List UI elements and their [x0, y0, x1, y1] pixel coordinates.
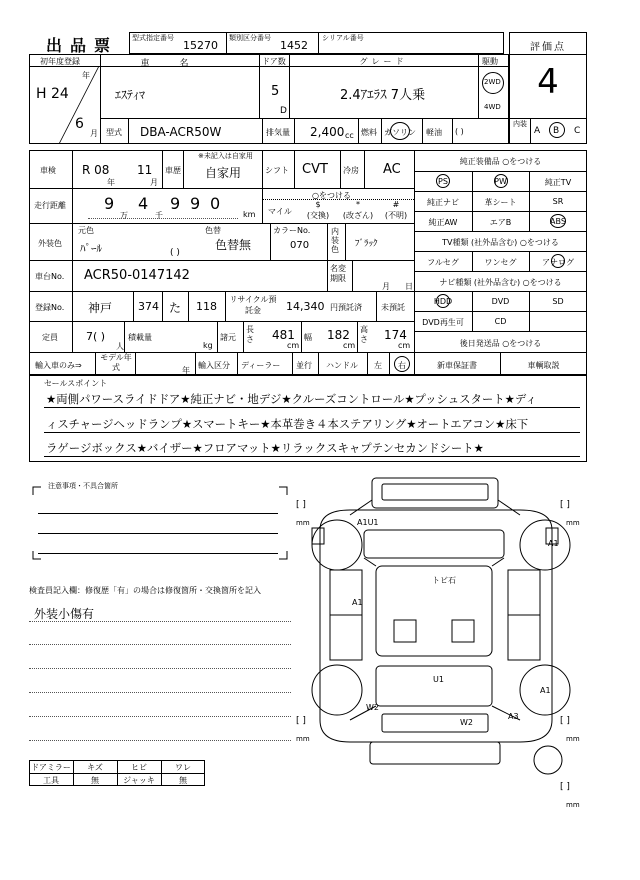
capacity-value: 7( ) — [86, 330, 106, 343]
import-label: 輸入車のみ⇒ — [35, 361, 82, 370]
shift-label: シフト — [265, 166, 289, 175]
tire-mm-fl: mm — [296, 519, 310, 527]
grade-value: 2.4ｱｴﾗｽ 7人乗 — [340, 88, 426, 103]
form-title: 出品票 — [46, 36, 119, 55]
vin-label: 車台No. — [35, 272, 65, 281]
load-kg: kg — [203, 341, 213, 350]
tv-fullseg: フルセグ — [427, 258, 459, 267]
inspection-year-unit: 年 — [107, 178, 115, 187]
door-type: D — [280, 106, 287, 116]
plate-label: 登録No. — [35, 303, 65, 312]
tampered-symbol: * — [356, 200, 360, 209]
recycle-not: 未預託 — [381, 303, 405, 312]
navi-label: ナビ種類 (社外品含む) ○をつける — [439, 278, 562, 287]
doors-label: ドア数 — [262, 57, 286, 66]
tire-mm-fr: mm — [566, 519, 580, 527]
grade-points-value: 4 — [537, 62, 559, 102]
name-change-day: 日 — [405, 282, 413, 291]
navi-hdd-circle — [436, 294, 450, 308]
recycle-value: 14,340 — [286, 300, 325, 313]
handle-right: 右 — [398, 361, 406, 370]
mileage-digit-1: 9 — [104, 194, 115, 213]
fuel-label: 燃料 — [361, 128, 377, 137]
tv-label: TV種類 (社外品含む) ○をつける — [442, 238, 559, 247]
orig-color-label: 元色 — [78, 226, 94, 235]
color-label: 外装色 — [38, 239, 62, 248]
mileage-sen: 千 — [155, 211, 163, 220]
equip-ps-circle — [436, 174, 450, 188]
height-value: 174 — [384, 328, 407, 342]
model-year-unit: 年 — [182, 366, 190, 375]
history-label: 車歴 — [165, 166, 181, 175]
navi-dvd: DVD — [491, 297, 510, 306]
height-cm: cm — [398, 341, 411, 350]
ac-value: AC — [383, 162, 401, 177]
plate-area: 神戸 — [88, 301, 113, 315]
tv-analog: アナログ — [542, 258, 574, 267]
equip-sr: SR — [552, 197, 564, 206]
displacement-label: 排気量 — [266, 128, 290, 137]
mileage-circle-note: ○をつける — [312, 191, 351, 200]
mark-a1-front-right: A1 — [548, 539, 559, 548]
category-no: 1452 — [280, 39, 308, 52]
sales-line-1: ★両側パワースライドドア★純正ナビ・地デジ★クルーズコントロール★プッシュスタート★ディ — [46, 392, 537, 406]
interior-c: C — [574, 126, 581, 136]
caution-bracket — [29, 483, 291, 563]
interior-b: B — [553, 126, 560, 136]
interior-b-circle — [549, 122, 565, 138]
first-reg-year: H 24 — [36, 86, 69, 102]
capacity-label: 定員 — [42, 333, 58, 342]
capacity-unit: 人 — [116, 342, 124, 351]
inspector-note: 外装小傷有 — [34, 607, 95, 621]
vin-value: ACR50-0147142 — [84, 268, 190, 283]
recycle-label: リサイクル預託金 — [229, 295, 277, 315]
inspection-label: 車検 — [40, 166, 56, 175]
drive-label: 駆動 — [482, 57, 498, 66]
inspection-month-unit: 月 — [150, 178, 158, 187]
displacement-value: 2,400 — [310, 125, 345, 139]
mileage-km: km — [243, 210, 256, 219]
tv-oneseg: ワンセグ — [484, 258, 517, 267]
handle-label: ハンドル — [326, 361, 358, 370]
unknown-label: (不明) — [384, 211, 408, 220]
plate-number: 118 — [196, 300, 217, 313]
equip-ps: PS — [438, 177, 448, 186]
type-no-label: 型式指定番号 — [132, 34, 174, 42]
oem-label: 純正装備品 ○をつける — [459, 157, 542, 166]
dealer-option: ディーラー — [241, 361, 281, 370]
unknown-symbol: # — [392, 200, 400, 209]
length-label: 長さ — [246, 325, 254, 344]
mark-tobiishi: トビ石 — [432, 576, 456, 585]
doors-value: 5 — [271, 84, 280, 99]
legend-header-3: ヒビ — [131, 763, 147, 772]
plate-kana: た — [169, 301, 182, 315]
equip-abs: ABS — [550, 217, 566, 226]
sales-label: セールスポイント — [44, 379, 108, 388]
delivery-warranty: 新車保証書 — [437, 361, 477, 370]
int-color: ﾌﾞﾗｯｸ — [355, 239, 378, 249]
drive-2wd: 2WD — [484, 78, 501, 86]
load-label: 積載量 — [128, 333, 152, 342]
fuel-circle — [390, 122, 410, 140]
drive-4wd: 4WD — [484, 103, 501, 111]
delivery-label: 後日発送品 ○をつける — [459, 339, 542, 348]
mile-option: マイル — [268, 207, 292, 216]
name-change-month: 月 — [382, 282, 390, 291]
fuel-other: ( ) — [455, 127, 464, 136]
tire-mm-rr: mm — [566, 735, 580, 743]
inspection-month: 11 — [137, 163, 153, 177]
handle-right-circle — [394, 356, 410, 372]
first-reg-label: 初年度登録 — [40, 57, 80, 66]
recycle-unit: 円預託済 — [330, 303, 362, 312]
repaint-paren: ( ) — [170, 248, 180, 258]
type-no: 15270 — [183, 39, 218, 52]
sales-line-2: ィスチャージヘッドランプ★スマートキー★本革巻き４本ステアリング★オートエアコン★床下 — [46, 417, 529, 431]
dvd-playback: DVD再生可 — [422, 318, 464, 327]
repaint-value: 色替無 — [215, 238, 252, 252]
navi-sd: SD — [552, 297, 564, 306]
legend-value-2: 無 — [91, 776, 99, 785]
year-unit: 年 — [82, 71, 90, 80]
tire-bracket-fl: [ ] — [296, 500, 306, 510]
caution-label: 注意事項・不具合箇所 — [48, 482, 118, 490]
exchange-symbol: $ — [315, 200, 321, 209]
import-cat-label: 輸入区分 — [198, 361, 230, 370]
tire-bracket-fr: [ ] — [560, 500, 570, 510]
equip-aw: 純正AW — [428, 218, 458, 227]
dims-label: 諸元 — [220, 333, 236, 342]
legend-header-1: ドアミラー — [31, 763, 71, 772]
tire-mm-spare: mm — [566, 801, 580, 809]
name-change-label: 名変期限 — [330, 264, 346, 283]
tire-mm-rl: mm — [296, 735, 310, 743]
legend-value-4: 無 — [179, 776, 187, 785]
fuel-gasoline: ガソリン — [384, 128, 416, 137]
model-year-label: モデル年式 — [100, 353, 132, 372]
repaint-label: 色替 — [205, 226, 221, 235]
mileage-digit-2: 4 — [138, 194, 149, 213]
mark-a1-rear-right: A1 — [540, 686, 551, 695]
equip-pw-circle — [494, 174, 508, 188]
legend-value-1: 工具 — [43, 776, 59, 785]
width-cm: cm — [343, 341, 356, 350]
cd-option: CD — [494, 317, 507, 326]
cc-unit: cc — [345, 131, 354, 140]
category-no-label: 類別区分番号 — [229, 34, 271, 42]
mark-a1u1: A1U1 — [357, 518, 379, 527]
mileage-digit-4: 9 — [190, 194, 201, 213]
legend-value-3: ジャッキ — [123, 776, 155, 785]
exchange-label: (交換) — [306, 211, 330, 220]
color-no-label: カラーNo. — [273, 226, 311, 235]
parallel-option: 並行 — [296, 361, 312, 370]
mileage-man: 万 — [120, 211, 128, 220]
car-name-label: 車名 — [140, 59, 219, 69]
int-color-label: 内装色 — [331, 227, 339, 254]
tire-bracket-rl: [ ] — [296, 716, 306, 726]
first-reg-month: 6 — [75, 116, 84, 132]
equip-airbag: エアB — [489, 218, 512, 227]
orig-color: ﾊﾟｰﾙ — [80, 242, 102, 255]
light-oil: 軽油 — [426, 128, 442, 137]
height-label: 高さ — [360, 325, 368, 344]
equip-navi: 純正ナビ — [427, 198, 459, 207]
car-name: ｴｽﾃｨﾏ — [115, 88, 146, 102]
navi-hdd: HDD — [433, 297, 453, 306]
equip-pw: PW — [494, 177, 507, 186]
tire-bracket-rr: [ ] — [560, 716, 570, 726]
tv-analog-circle — [551, 254, 565, 268]
delivery-manual: 車輌取説 — [527, 361, 560, 370]
equip-leather: 革シート — [484, 198, 517, 207]
shift-value: CVT — [302, 162, 328, 177]
grade-points-label: 評価点 — [530, 42, 566, 53]
serial-label: シリアル番号 — [322, 34, 364, 42]
history-value: 自家用 — [205, 166, 242, 180]
inspection-value: R 08 — [82, 163, 110, 177]
mileage-digit-3: 9 — [170, 194, 181, 213]
month-unit: 月 — [90, 129, 98, 138]
mark-w2-rear: W2 — [460, 718, 473, 727]
interior-a: A — [534, 126, 541, 136]
handle-left: 左 — [374, 361, 382, 370]
tampered-label: (改ざん) — [342, 211, 374, 220]
sales-line-3: ラゲージボックス★バイザー★フロアマット★リラックスキャプテンセカンドシート★ — [46, 441, 484, 455]
color-no: 070 — [290, 240, 310, 251]
length-cm: cm — [287, 341, 300, 350]
grade-label: グレード — [359, 57, 408, 66]
length-value: 481 — [272, 328, 295, 342]
model-label: 型式 — [106, 128, 122, 137]
plate-class: 374 — [138, 300, 159, 313]
equip-abs-circle — [550, 214, 566, 228]
equip-tv: 純正TV — [544, 178, 572, 187]
legend-header-4: ワレ — [175, 763, 191, 772]
tire-bracket-spare: [ ] — [560, 782, 570, 792]
history-note: ※未記入は自家用 — [198, 152, 253, 160]
ac-label: 冷房 — [343, 166, 359, 175]
width-label: 幅 — [304, 333, 312, 342]
mark-a1-left: A1 — [352, 598, 363, 607]
inspector-label: 検査員記入欄：修復歴「有」の場合は修復箇所・交換箇所を記入 — [29, 586, 261, 595]
mark-u1: U1 — [433, 675, 444, 684]
width-value: 182 — [327, 328, 350, 342]
interior-label: 内装 — [513, 120, 527, 128]
mark-w2-left: W2 — [366, 703, 379, 712]
legend-header-2: キズ — [87, 763, 103, 772]
model-code: DBA-ACR50W — [140, 125, 222, 139]
mileage-label: 走行距離 — [34, 201, 66, 210]
mileage-digit-5: 0 — [210, 194, 221, 213]
mark-a3: A3 — [508, 712, 519, 721]
